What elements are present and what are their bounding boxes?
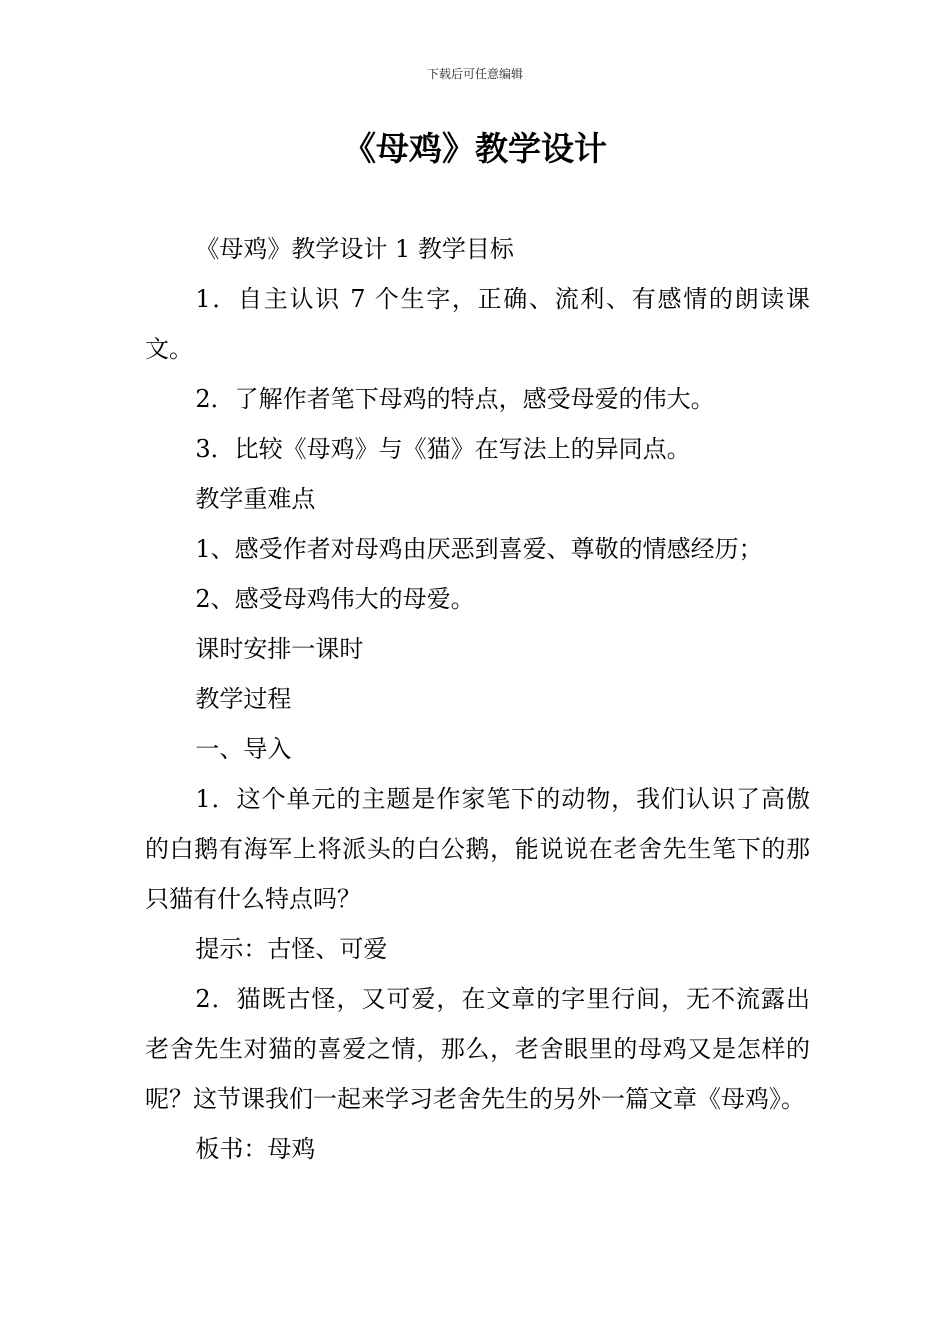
paragraph-board-writing: 板书：母鸡 xyxy=(195,1135,316,1163)
paragraph-objectives-heading: 《母鸡》教学设计 1 教学目标 xyxy=(195,235,514,263)
paragraph-key-point-1: 1、感受作者对母鸡由厌恶到喜爱、尊敬的情感经历； xyxy=(195,535,763,563)
paragraph-hint: 提示：古怪、可爱 xyxy=(195,935,388,963)
paragraph-objective-1: 1．自主认识 7 个生字，正确、流利、有感情的朗读课文。 xyxy=(145,285,810,363)
document-title: 《母鸡》教学设计 xyxy=(343,129,607,168)
paragraph-intro-1: 1．这个单元的主题是作家笔下的动物，我们认识了高傲的白鹅有海军上将派头的白公鹅，能说说在老舍先生笔下的那只猫有什么特点吗？ xyxy=(145,785,810,913)
paragraph-process-heading: 教学过程 xyxy=(195,685,292,713)
paragraph-schedule: 课时安排一课时 xyxy=(195,635,364,663)
paragraph-objective-2: 2．了解作者笔下母鸡的特点，感受母爱的伟大。 xyxy=(195,385,715,413)
document-body xyxy=(145,224,810,1174)
header-note: 下载后可任意编辑 xyxy=(426,67,523,81)
paragraph-key-point-2: 2、感受母鸡伟大的母爱。 xyxy=(195,585,475,613)
paragraph-section-intro: 一、导入 xyxy=(195,735,292,763)
paragraph-intro-2: 2．猫既古怪，又可爱，在文章的字里行间，无不流露出老舍先生对猫的喜爱之情，那么，老舍眼里的母鸡又是怎样的呢？这节课我们一起来学习老舍先生的另外一篇文章《母鸡》。 xyxy=(145,985,810,1113)
paragraph-key-points-heading: 教学重难点 xyxy=(195,485,316,513)
paragraph-objective-3: 3．比较《母鸡》与《猫》在写法上的异同点。 xyxy=(195,435,691,463)
